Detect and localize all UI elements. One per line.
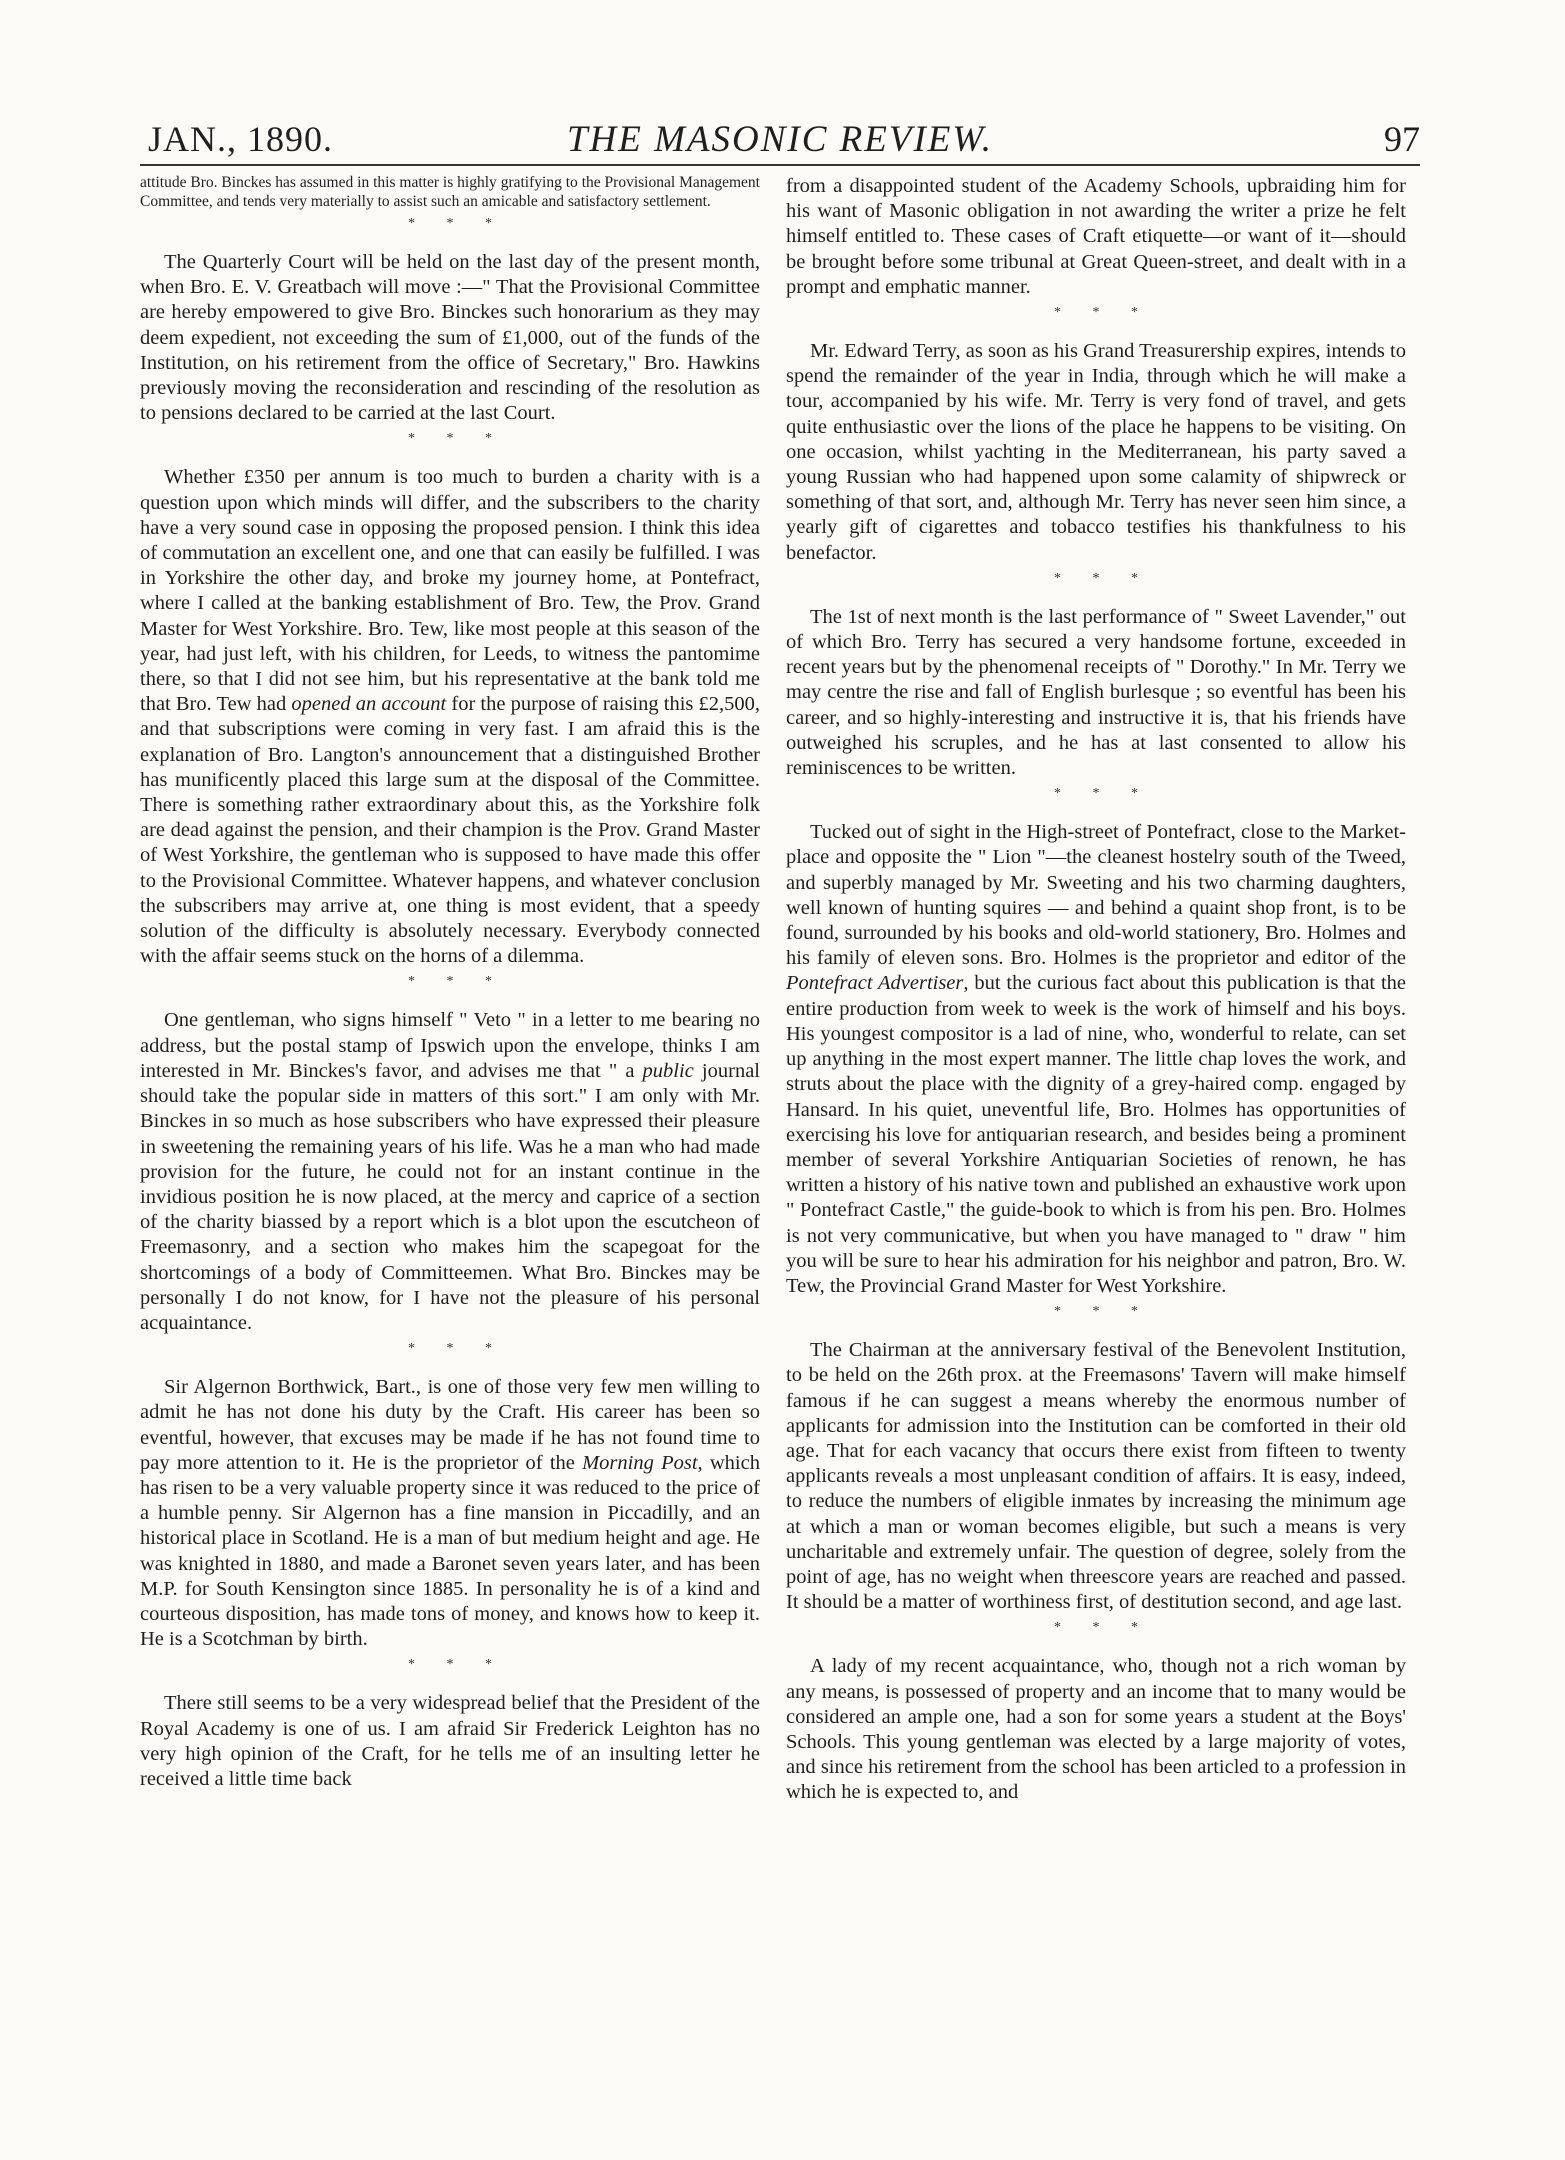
section-separator: * * * — [408, 216, 506, 231]
article-paragraph: Sir Algernon Borthwick, Bart., is one of those very few men willing to admit he has not done his duty by the Craft. His career has been so eventful, however, that excuses may be made if he has not found time to pay more attention to it. He is the proprietor of the Morning Post, which has risen to be a very valuable property since it was reduced to the price of a humble penny. Sir Algernon has a fine mansion in Piccadilly, and an historical place in Scotland. He is a man of but medium height and age. He was knighted in 1880, and made a Baronet seven years later, and has been M.P. for South Kensington since 1885. In personality he is of a kind and courteous disposition, has made tons of money, and knows how to keep it. He is a Scotchman by birth. — [140, 1376, 760, 1651]
header-rule — [140, 164, 1420, 166]
page-number: 97 — [1384, 119, 1420, 159]
publication-title: THE MASONIC REVIEW. — [566, 119, 994, 160]
section-separator: * * * — [408, 974, 506, 990]
section-separator: * * * — [1054, 1620, 1152, 1636]
italic-phrase: Morning Post — [582, 1451, 698, 1474]
section-separator: * * * — [1054, 305, 1152, 321]
article-paragraph: Mr. Edward Terry, as soon as his Grand Treasurership expires, intends to spend the remainder of the year in India, through which he will make a tour, accompanied by his wife. Mr. Terry is very fond of travel, and gets quite enthusiastic over the lions of the place he happens to be visiting. On one occasion, whilst yachting in the Mediterranean, his party saved a young Russian who had happened upon some calamity of shipwreck or something of that sort, and, although Mr. Terry has never seen him since, a yearly gift of cigarettes and tobacco testifies his thankfulness to his benefactor. — [786, 340, 1406, 564]
italic-phrase: opened an account — [291, 693, 447, 716]
article-paragraph: The Chairman at the anniversary festival of the Benevolent Institution, to be held on the 26th prox. at the Freemasons' Tavern will make himself famous if he can suggest a means whereby the enormous number of applicants for admission into the Institution can be comforted in their old age. That for each vacancy that occurs there exist from fifteen to twenty applicants reveals a most unpleasant condition of affairs. It is easy, indeed, to reduce the numbers of eligible inmates by increasing the minimum age at which a man or woman becomes eligible, but such a means is very uncharitable and extremely unfair. The question of degree, solely from the point of age, has no weight when threescore years are reached and passed. It should be a matter of worthiness first, of destitution second, and age last. — [786, 1339, 1406, 1614]
italic-phrase: Pontefract Advertiser — [786, 972, 964, 995]
italic-phrase: public — [642, 1059, 694, 1082]
left-column — [140, 174, 760, 1792]
article-paragraph: Tucked out of sight in the High-street of Pontefract, close to the Market-place and opposite the " Lion "—the cleanest hostelry south of the Tweed, and superbly managed by Mr. Sweeting and his two charming daughters, well known of hunting squires — and behind a quaint shop front, is to be found, surrounded by his books and old-world stationery, Bro. Holmes and his family of eleven sons. Bro. Holmes is the proprietor and editor of the Pontefract Advertiser, but the curious fact about this publication is that the entire production from week to week is the work of himself and his boys. His youngest compositor is a lad of nine, who, wonderful to relate, can set up anything in the most expert manner. The little chap loves the work, and struts about the place with the dignity of a grey-haired comp. engaged by Hansard. In his quiet, uneventful life, Bro. Holmes has opportunities of exercising his love for antiquarian research, and besides being a prominent member of several Yorkshire Antiquarian Societies of renown, he has written a history of his native town and published an exhaustive work upon " Pontefract Castle," the guide-book to which is from his pen. Bro. Holmes is not very communicative, but when you have managed to " draw " him you will be sure to hear his admiration for his neighbor and patron, Bro. W. Tew, the Provincial Grand Master for West Yorkshire. — [786, 821, 1406, 1297]
section-separator: * * * — [1054, 1304, 1152, 1320]
article-paragraph: from a disappointed student of the Academy Schools, upbraiding him for his want of Masonic obligation in not awarding the writer a prize he felt himself entitled to. These cases of Craft etiquette—or want of it—should be brought before some tribunal at Great Queen-street, and dealt with in a prompt and emphatic manner. — [786, 175, 1406, 298]
issue-date: JAN., 1890. — [148, 119, 334, 159]
article-paragraph: One gentleman, who signs himself " Veto " in a letter to me bearing no address, but the postal stamp of Ipswich upon the envelope, thinks I am interested in Mr. Binckes's favor, and advises me that " a public journal should take the popular side in matters of this sort." I am only with Mr. Binckes in so much as hose subscribers who have expressed their pleasure in sweetening the remaining years of his life. Was he a man who had made provision for the future, he could not for an instant continue in the invidious position he is now placed, at the mercy and caprice of a section of the charity biassed by a report which is a blot upon the escutcheon of Freemasonry, and a section who makes him the scapegoat for the shortcomings of a body of Committeemen. What Bro. Binckes may be personally I do not know, for I have not the pleasure of his personal acquaintance. — [140, 1009, 760, 1334]
article-paragraph: The 1st of next month is the last performance of " Sweet Lavender," out of which Bro. Terry has secured a very handsome fortune, exceeded in recent years but by the phenomenal receipts of " Dorothy." In Mr. Terry we may centre the rise and fall of English burlesque ; so eventful has been his career, and so highly-interesting and instructive it is, that his friends have outweighed his scruples, and he has at last consented to allow his reminiscences to be written. — [786, 605, 1406, 780]
section-separator: * * * — [1054, 570, 1152, 586]
article-paragraph: A lady of my recent acquaintance, who, though not a rich woman by any means, is possessed of property and an income that to many would be considered an ample one, had a son for some years a student at the Boys' Schools. This young gentleman was elected by a large majority of votes, and since his retirement from the school has been articled to a profession in which he is expected to, and — [786, 1655, 1406, 1804]
section-separator: * * * — [408, 431, 506, 447]
section-separator: * * * — [1054, 786, 1152, 802]
right-column — [786, 174, 1406, 1806]
article-paragraph: There still seems to be a very widespread belief that the President of the Royal Academy is one of us. I am afraid Sir Frederick Leighton has no very high opinion of the Craft, for he tells me of an insulting letter he received a little time back — [140, 1692, 760, 1790]
section-separator: * * * — [408, 1657, 506, 1673]
article-paragraph: The Quarterly Court will be held on the last day of the present month, when Bro. E. V. Greatbach will move :—" That the Provisional Committee are hereby empowered to give Bro. Binckes such honorarium as they may deem expedient, not exceeding the sum of £1,000, out of the funds of the Institution, on his retirement from the office of Secretary," Bro. Hawkins previously moving the reconsideration and rescinding of the resolution as to pensions declared to be carried at the last Court. — [140, 251, 760, 425]
section-separator: * * * — [408, 1341, 506, 1357]
article-paragraph: Whether £350 per annum is too much to burden a charity with is a question upon which minds will differ, and the subscribers to the charity have a very sound case in opposing the proposed pension. I think this idea of commutation an excellent one, and one that can easily be fulfilled. I was in Yorkshire the other day, and broke my journey home, at Pontefract, where I called at the banking establishment of Bro. Tew, the Prov. Grand Master for West Yorkshire. Bro. Tew, like most people at this season of the year, had just left, with his children, for Leeds, to witness the pantomime there, so that I did not see him, but his representative at the bank told me that Bro. Tew had opened an account for the purpose of raising this £2,500, and that subscriptions were coming in very fast. I am afraid this is the explanation of Bro. Langton's announcement that a distinguished Brother has munificently placed this large sum at the disposal of the Committee. There is something rather extraordinary about this, as the Yorkshire folk are dead against the pension, and their champion is the Prov. Grand Master of West Yorkshire, the gentleman who is supposed to have made this offer to the Provisional Committee. Whatever happens, and whatever conclusion the subscribers may arrive at, one thing is most evident, that a speedy solution of the difficulty is absolutely necessary. Everybody connected with the affair seems stuck on the horns of a dilemma. — [140, 466, 761, 968]
article-paragraph: attitude Bro. Binckes has assumed in this matter is highly gratifying to the Provisional Management Committee, and tends very materially to assist such an amicable and satisfactory settlement. — [140, 174, 760, 210]
page-header — [140, 112, 1420, 162]
